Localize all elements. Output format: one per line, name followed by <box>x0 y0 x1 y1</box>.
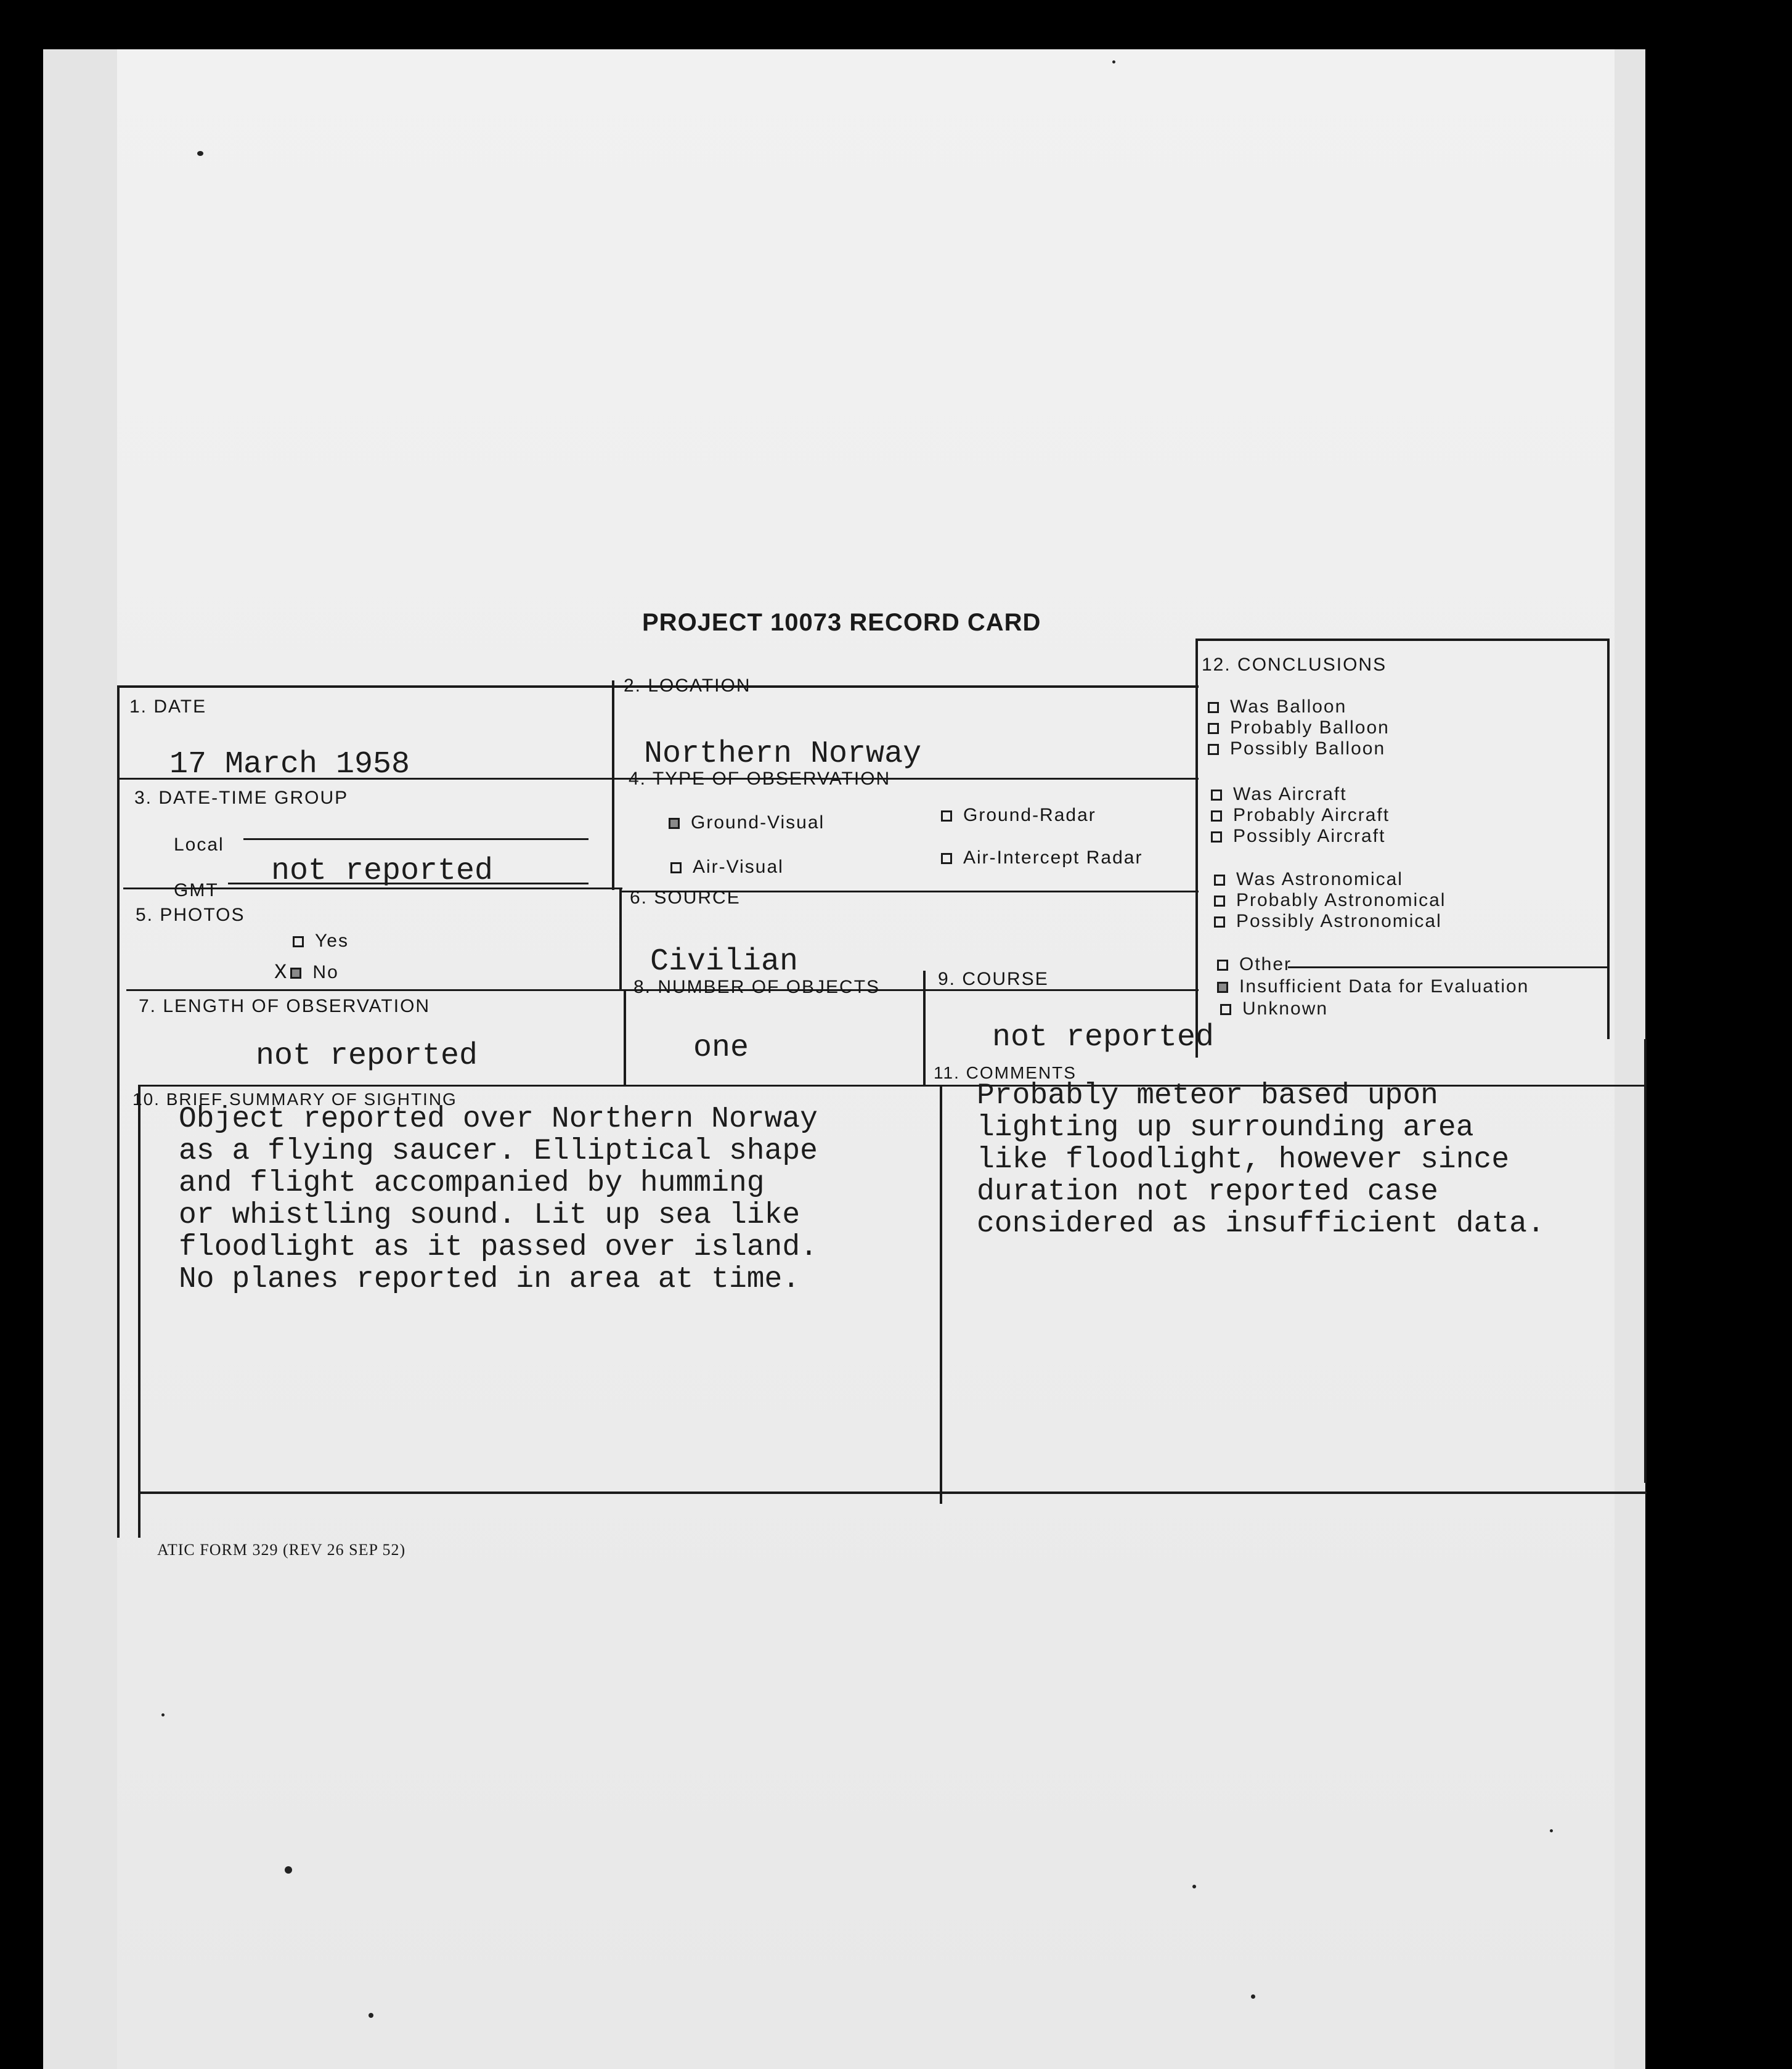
card-border-left <box>117 685 120 1538</box>
air-visual-option <box>670 857 784 878</box>
ground-radar-checkbox <box>941 810 952 822</box>
conclusion-checkbox <box>1208 702 1219 713</box>
other-underline <box>1288 966 1608 968</box>
gmt-label: GMT <box>174 880 219 900</box>
ground-visual-option <box>669 812 825 833</box>
comments-text <box>977 1080 1545 1240</box>
conclusion-checkbox <box>1214 916 1225 928</box>
conclusion-checkbox <box>1208 744 1219 755</box>
conclusion-was-balloon <box>1208 696 1346 717</box>
air-visual-label: Air-Visual <box>693 857 784 877</box>
conclusion-was-astronomical <box>1214 869 1403 890</box>
col1-divider-upper <box>612 680 614 890</box>
conclusion-checkbox <box>1211 790 1222 801</box>
photos-no-checkbox <box>290 968 301 979</box>
length-of-observation-value: not reported <box>256 1039 478 1074</box>
conclusions-label: 12. CONCLUSIONS <box>1202 655 1387 675</box>
conclusion-probably-astronomical <box>1214 890 1446 911</box>
air-visual-checkbox <box>670 862 682 873</box>
conclusion-checkbox <box>1217 960 1228 971</box>
dust-speck <box>197 151 203 156</box>
comments-line: duration not reported case <box>977 1175 1438 1209</box>
dust-speck <box>1112 60 1115 63</box>
form-id-footer: ATIC FORM 329 (REV 26 SEP 52) <box>157 1541 406 1559</box>
summary-line: or whistling sound. Lit up sea like <box>179 1199 800 1232</box>
dust-speck <box>369 2013 373 2018</box>
card-title: PROJECT 10073 RECORD CARD <box>642 609 1041 636</box>
dust-speck <box>1251 1994 1255 1999</box>
summary-line: as a flying saucer. Elliptical shape <box>179 1135 818 1168</box>
dust-speck <box>1192 1885 1196 1888</box>
summary-text <box>179 1103 818 1296</box>
photos-label: 5. PHOTOS <box>136 905 245 925</box>
conclusion-label: Probably Balloon <box>1230 717 1390 738</box>
conclusion-checkbox <box>1208 723 1219 734</box>
conclusion-label: Probably Astronomical <box>1236 890 1446 910</box>
conclusion-unknown <box>1220 998 1328 1019</box>
photos-yes-option <box>293 931 349 952</box>
ground-visual-label: Ground-Visual <box>691 812 825 833</box>
photos-no-option <box>274 961 339 985</box>
conclusion-label: Possibly Astronomical <box>1236 911 1442 931</box>
local-label: Local <box>174 835 224 855</box>
card-border-right-lower <box>1644 1039 1647 1483</box>
conclusion-other <box>1217 954 1292 975</box>
length-of-observation-label: 7. LENGTH OF OBSERVATION <box>139 996 431 1016</box>
comments-label: 11. COMMENTS <box>934 1063 1077 1082</box>
type-of-observation-label: 4. TYPE OF OBSERVATION <box>629 769 891 789</box>
conclusions-divider <box>1195 639 1198 1058</box>
photos-no-typed-mark: X <box>274 961 288 985</box>
conclusion-label: Insufficient Data for Evaluation <box>1239 976 1529 997</box>
gmt-value: not reported <box>271 854 494 889</box>
conclusion-was-aircraft <box>1211 784 1347 805</box>
source-label: 6. SOURCE <box>630 888 741 908</box>
photos-no-label: No <box>312 962 339 982</box>
course-label: 9. COURSE <box>938 969 1049 989</box>
comments-line: Probably meteor based upon <box>977 1079 1438 1112</box>
conclusion-label: Possibly Aircraft <box>1233 826 1386 846</box>
col1-divider-mid <box>619 889 622 990</box>
comments-line: considered as insufficient data. <box>977 1207 1545 1241</box>
conclusion-label: Was Astronomical <box>1236 869 1403 889</box>
dust-speck <box>1550 1829 1553 1832</box>
dust-speck <box>161 1713 165 1716</box>
conclusion-checkbox <box>1214 896 1225 907</box>
conclusion-label: Unknown <box>1242 998 1329 1019</box>
date-label: 1. DATE <box>129 696 207 717</box>
conclusion-label: Was Balloon <box>1230 696 1347 717</box>
course-value: not reported <box>992 1020 1215 1055</box>
comments-line: lighting up surrounding area <box>977 1111 1474 1145</box>
col1-divider-lower <box>624 989 626 1085</box>
conclusion-checkbox <box>1220 1004 1231 1015</box>
conclusion-label: Possibly Balloon <box>1230 738 1386 759</box>
location-value: Northern Norway <box>644 737 922 772</box>
number-of-objects-value: one <box>693 1030 749 1066</box>
col-bottom-divider <box>940 1085 942 1504</box>
comments-line: like floodlight, however since <box>977 1143 1510 1177</box>
summary-line: floodlight as it passed over island. <box>179 1231 818 1264</box>
ground-visual-checkbox <box>669 818 680 829</box>
conclusion-label: Was Aircraft <box>1233 784 1347 804</box>
conclusion-checkbox <box>1217 982 1228 993</box>
conclusion-label: Probably Aircraft <box>1233 805 1390 825</box>
col2-divider <box>923 971 926 1085</box>
date-value: 17 March 1958 <box>169 747 410 782</box>
source-value: Civilian <box>650 944 799 979</box>
ground-radar-label: Ground-Radar <box>963 805 1096 825</box>
air-intercept-radar-checkbox <box>941 853 952 864</box>
card-border-top-right <box>1195 639 1610 641</box>
photos-yes-label: Yes <box>315 931 349 951</box>
local-underline <box>243 838 589 840</box>
card-border-right-upper <box>1607 639 1610 1039</box>
air-intercept-radar-label: Air-Intercept Radar <box>963 847 1143 868</box>
photos-yes-checkbox <box>293 936 304 947</box>
conclusion-insufficient-data <box>1217 976 1529 997</box>
conclusion-checkbox <box>1211 831 1222 843</box>
date-time-group-label: 3. DATE-TIME GROUP <box>134 788 349 808</box>
summary-label: 10. BRIEF SUMMARY OF SIGHTING <box>132 1090 457 1109</box>
ground-radar-option <box>941 805 1096 826</box>
summary-line: Object reported over Northern Norway <box>179 1103 818 1136</box>
air-intercept-radar-option <box>941 847 1142 868</box>
conclusion-checkbox <box>1214 875 1225 886</box>
card-border-bottom <box>139 1492 1647 1494</box>
conclusion-probably-aircraft <box>1211 805 1390 826</box>
conclusion-probably-balloon <box>1208 717 1390 738</box>
conclusion-label: Other <box>1239 954 1292 974</box>
dust-speck <box>285 1866 292 1874</box>
conclusion-possibly-aircraft <box>1211 826 1385 847</box>
summary-line: and flight accompanied by humming <box>179 1167 765 1200</box>
summary-line: No planes reported in area at time. <box>179 1263 800 1296</box>
conclusion-checkbox <box>1211 810 1222 822</box>
conclusion-possibly-astronomical <box>1214 911 1442 932</box>
number-of-objects-label: 8. NUMBER OF OBJECTS <box>633 977 881 997</box>
card-border-left-lower <box>138 1085 141 1538</box>
conclusion-possibly-balloon <box>1208 738 1385 759</box>
location-label: 2. LOCATION <box>624 675 751 696</box>
